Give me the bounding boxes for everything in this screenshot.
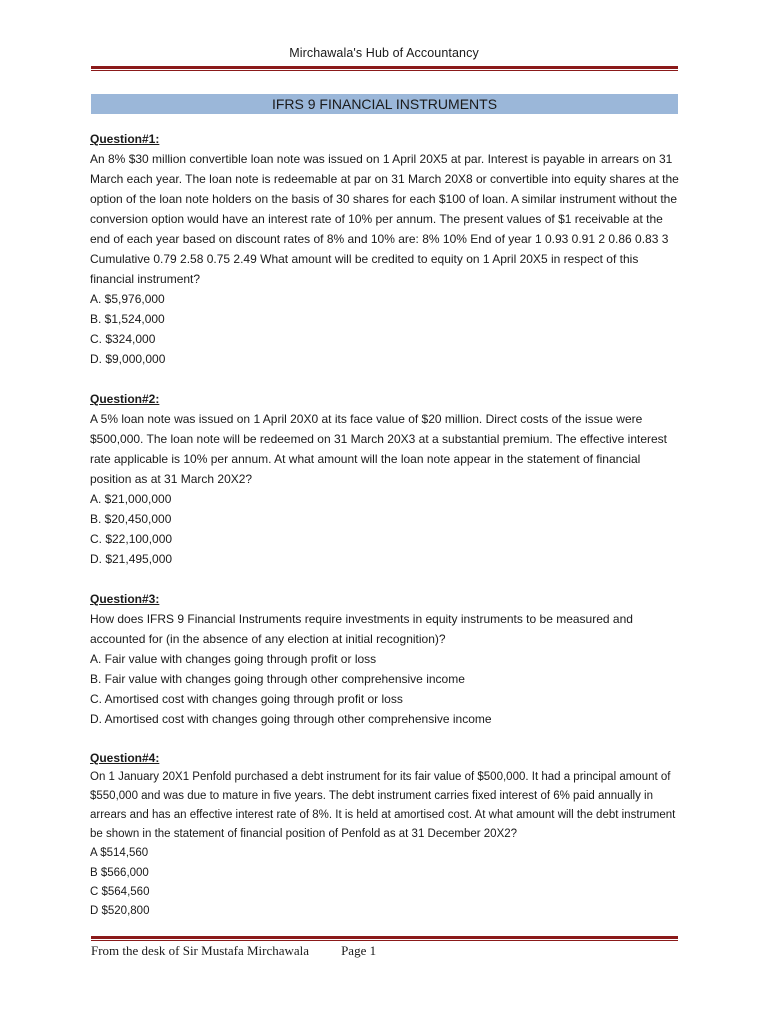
page-header-title: Mirchawala's Hub of Accountancy [289,46,479,60]
footer-author-text: From the desk of Sir Mustafa Mirchawala [91,943,310,958]
question-heading: Question#2: [90,392,160,406]
footer-divider [91,936,678,941]
answer-option-b: B. $1,524,000 [90,312,165,326]
question-3 [90,589,680,729]
answer-option-c: C. $324,000 [90,332,156,346]
question-body: A 5% loan note was issued on 1 April 20X0 at its face value of $20 million. Direct costs of the issue were $500,000. The loan note will be redeemed on 31 March 20X3 at a substantial premium. The effective interest rate applicable is 10% per annum. At what amount will the loan note appear in the statement of financial position as at 31 March 20X2? [90,412,668,486]
answer-option-a: A. $5,976,000 [90,292,165,306]
question-1 [90,129,680,369]
page-footer [91,943,376,959]
question-body: On 1 January 20X1 Penfold purchased a debt instrument for its fair value of $500,000. It had a principal amount of $550,000 and was due to mature in five years. The debt instrument carries fixed interest of 6% paid annually in arrears and has an effective interest rate of 8%. It is held at amortised cost. At what amount will the debt instrument be shown in the statement of financial position of Penfold as at 31 December 20X2? [90,771,676,841]
answer-option-c: C. $22,100,000 [90,532,173,546]
document-title-banner: IFRS 9 FINANCIAL INSTRUMENTS [91,94,678,114]
page-number: Page 1 [341,943,377,958]
header-divider [91,66,678,71]
answer-option-a: A. $21,000,000 [90,492,172,506]
answer-option-b: B $566,000 [90,866,149,879]
answer-option-c: C. Amortised cost with changes going through profit or loss [90,692,403,706]
answer-option-d: D. $9,000,000 [90,352,166,366]
answer-option-c: C $564,560 [90,885,150,898]
answer-option-a: A $514,560 [90,847,149,860]
question-2 [90,389,680,569]
question-heading: Question#1: [90,132,160,146]
question-body: How does IFRS 9 Financial Instruments require investments in equity instruments to be measured and accounted for (in the absence of any election at initial recognition)? [90,612,633,646]
answer-option-d: D $520,800 [90,904,150,917]
answer-option-a: A. Fair value with changes going through profit or loss [90,652,377,666]
question-heading: Question#3: [90,592,160,606]
answer-option-b: B. $20,450,000 [90,512,172,526]
answer-option-d: D. Amortised cost with changes going through other comprehensive income [90,712,492,726]
question-heading: Question#4: [90,751,160,765]
question-4 [90,749,680,921]
answer-option-b: B. Fair value with changes going through other comprehensive income [90,672,465,686]
questions-section [90,129,680,941]
question-body: An 8% $30 million convertible loan note was issued on 1 April 20X5 at par. Interest is payable in arrears on 31 March each year. The loan note is redeemable at par on 31 March 20X8 or convertible into equity shares at the option of the loan note holders on the basis of 30 shares for each $100 of loan. A similar instrument without the conversion option would have an interest rate of 10% per annum. The present values of $1 receivable at the end of each year based on discount rates of 8% and 10% are: 8% 10% End of year 1 0.93 0.91 2 0.86 0.83 3 Cumulative 0.79 2.58 0.75 2.49 What amount will be credited to equity on 1 April 20X5 in respect of this financial instrument? [90,152,679,286]
answer-option-d: D. $21,495,000 [90,552,173,566]
